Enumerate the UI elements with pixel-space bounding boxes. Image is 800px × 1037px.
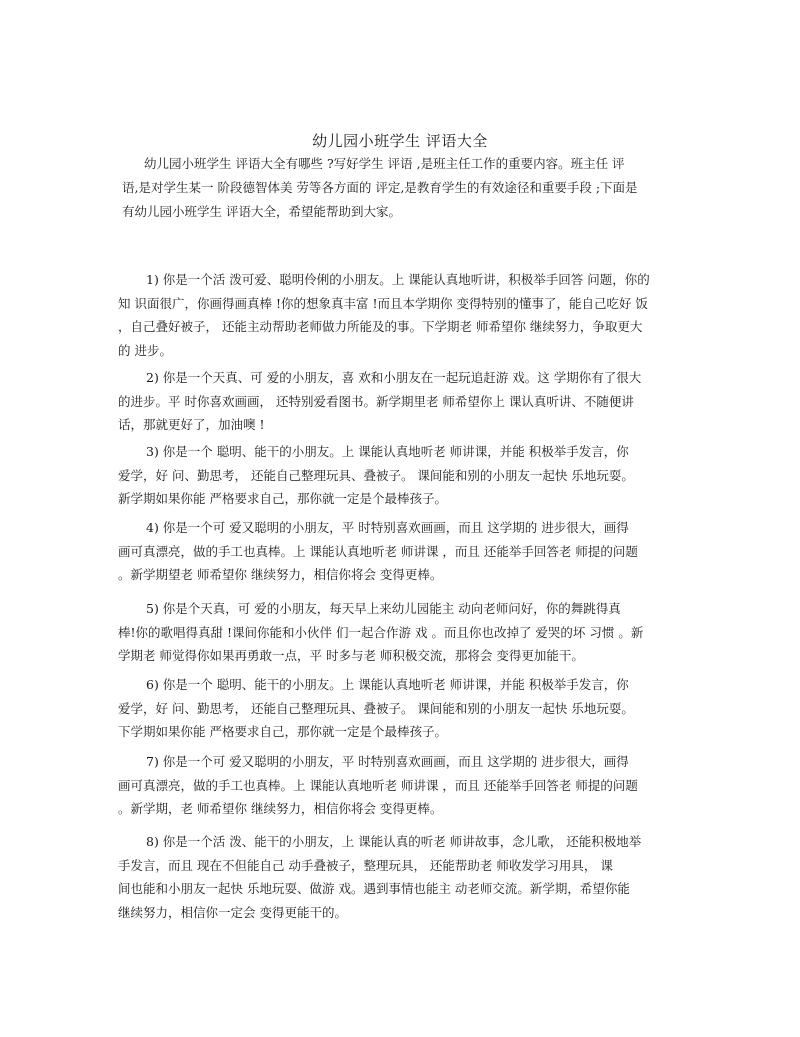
section-line: 2) 你是一个天真、可 爱的小朋友，喜 欢和小朋友在一起玩追赶游 戏。这 学期你有了很大 [146,370,642,385]
document-title: 幼儿园小班学生 评语大全 [312,132,488,150]
comment-section-8 [118,830,698,924]
section-line: 棒!你的歌唱得真甜 !课间你能和小伙伴 们一起合作游 戏 。而且你也改掉了 爱哭的坏 习惯 。新 [118,624,644,640]
section-line: 1) 你是一个活 泼可爱、聪明伶俐的小朋友。上 课能认真地听讲，积极举手回答 问题，你的 [146,272,650,287]
section-line: 下学期如果你能 严格要求自己，那你就一定是个最棒孩子。 [118,724,447,739]
comment-section-6 [118,673,698,744]
section-line: 继续努力，相信你一定会 变得更能干的。 [118,904,347,920]
comment-section-3 [118,440,698,511]
section-line: 的进步。平 时你喜欢画画， 还特别爱看图书。新学期里老 师希望你上 课认真听讲、不随便讲 [118,393,634,409]
section-line: 爱学，好 问、勤思考， 还能自己整理玩具、叠被子。 课间能和别的小朋友一起快 乐地玩耍。 [118,700,634,716]
section-line: 8) 你是一个活 泼、能干的小朋友，上 课能认真的听老 师讲故事，念儿歌， 还能积极地举 [146,834,642,849]
section-line: ，自己叠好被子， 还能主动帮助老师做力所能及的事。下学期老 师希望你 继续努力，争取更大 [118,319,643,334]
section-line: 。新学期望老 师希望你 继续努力，相信你将会 变得更棒。 [118,567,443,582]
comment-section-1 [118,268,698,362]
comment-section-4 [118,516,698,587]
intro-line: 有幼儿园小班学生 评语大全，希望能帮助到大家。 [122,204,401,219]
section-line: 。新学期，老 师希望你 继续努力，相信你将会 变得更棒。 [118,801,443,816]
section-line: 话，那就更好了，加油噢 ! [118,417,265,432]
section-line: 4) 你是一个可 爱又聪明的小朋友，平 时特别喜欢画画，而且 这学期的 进步很大，画得 [146,520,629,535]
comment-section-2 [118,366,698,437]
comment-section-7 [118,750,698,821]
comment-section-5 [118,597,698,668]
intro-line: 语,是对学生某一 阶段德智体美 劳等各方面的 评定,是教育学生的有效途径和重要手段 ;下面是 [122,180,638,195]
section-line: 爱学，好 问、勤思考， 还能自己整理玩具、叠被子。 课间能和别的小朋友一起快 乐地玩耍。 [118,467,634,483]
section-line: 5) 你是个天真，可 爱的小朋友，每天早上来幼儿园能主 动向老师问好，你的舞跳得真 [146,601,621,616]
intro-paragraph [122,152,692,224]
section-line: 的 进步。 [118,342,172,358]
intro-line: 幼儿园小班学生 评语大全有哪些 ?写好学生 评语 ,是班主任工作的重要内容。班主任 评 [144,156,625,171]
section-line: 知 识面很广，你画得画真棒 !你的想象真丰富 !而且本学期你 变得特别的懂事了，能自己吃好 饭 [118,295,648,311]
section-line: 画可真漂亮，做的手工也真棒。上 课能认真地听老 师讲课 ，而且 还能举手回答老 师提的问题 [118,777,638,793]
section-line: 间也能和小朋友一起快 乐地玩耍、做游 戏。遇到事情也能主 动老师交流。新学期，希望你能 [118,881,630,896]
section-line: 手发言，而且 现在不但能自己 动手叠被子，整理玩具， 还能帮助老 师收发学习用具， 课 [118,857,613,873]
section-line: 新学期如果你能 严格要求自己，那你就一定是个最棒孩子。 [118,491,447,506]
section-line: 画可真漂亮，做的手工也真棒。上 课能认真地听老 师讲课 ，而且 还能举手回答老 师提的问题 [118,543,638,559]
section-line: 6) 你是一个 聪明、能干的小朋友。上 课能认真地听老 师讲课，并能 积极举手发言，你 [146,677,629,692]
section-line: 7) 你是一个可 爱又聪明的小朋友，平 时特别喜欢画画，而且 这学期的 进步很大，画得 [146,754,629,769]
section-line: 学期老 师觉得你如果再勇敢一点，平 时多与老 师积极交流，那将会 变得更加能干。 [118,648,584,663]
section-line: 3) 你是一个 聪明、能干的小朋友。上 课能认真地听老 师讲课，并能 积极举手发言，你 [146,444,629,459]
